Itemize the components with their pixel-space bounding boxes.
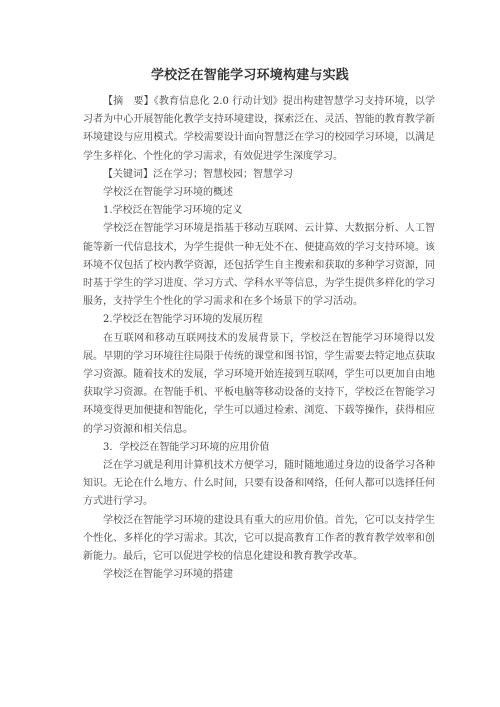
paragraph-value-1: 泛在学习就是利用计算机技术方便学习，随时随地通过身边的设备学习各种知识。无论在什么地方、什么时间，只要有设备和网络，任何人都可以选择任何方式进行学习。	[83, 460, 435, 508]
document-body	[83, 93, 435, 584]
document-title: 学校泛在智能学习环境构建与实践	[150, 68, 349, 83]
subheading-history: 2.学校泛在智能学习环境的发展历程	[103, 314, 263, 326]
subheading-value: 3．学校泛在智能学习环境的应用价值	[103, 441, 270, 453]
keywords-paragraph: 【关键词】泛在学习；智慧校园；智慧学习	[103, 168, 293, 180]
subheading-definition: 1.学校泛在智能学习环境的定义	[103, 205, 243, 217]
paragraph-history: 在互联网和移动互联网技术的发展背景下，学校泛在智能学习环境得以发展。早期的学习环境往往局限于传统的课堂和图书馆，学生需要去特定地点获取学习资源。随着技术的发展，学习环境开始连接到互联网，学生可以更加自由地获取学习资源。在智能手机、平板电脑等移动设备的支持下，学校泛在智能学习环境变得更加便捷和智能化，学生可以通过检索、浏览、下载等操作，获得相应的学习资源和相关信息。	[83, 332, 435, 435]
section-heading-construction: 学校泛在智能学习环境的搭建	[103, 569, 233, 581]
paragraph-value-2: 学校泛在智能学习环境的建设具有重大的应用价值。首先，它可以支持学生个性化、多样化的学习需求。其次，它可以提高教育工作者的教育教学效率和创新能力。最后，它可以促进学校的信息化建设和教育教学改革。	[83, 514, 435, 563]
abstract-paragraph: 【摘 要】《教育信息化 2.0 行动计划》提出构建智慧学习支持环境，以学习者为中心开展智能化教学支持环境建设，探索泛在、灵活、智能的教育教学新环境建设与应用模式。学校需要设计面向智慧泛在学习的校园学习环境，以满足学生多样化、个性化的学习需求，有效促进学生深度学习。	[83, 96, 435, 162]
paragraph-definition: 学校泛在智能学习环境是指基于移动互联网、云计算、大数据分析、人工智能等新一代信息技术，为学生提供一种无处不在、便捷高效的学习支持环境。该环境不仅包括了校内教学资源，还包括学生自主搜索和获取的多种学习资源，同时基于学生的学习进度、学习方式、学科水平等信息，为学生提供多样化的学习服务，支持学生个性化的学习需求和在多个场景下的学习活动。	[83, 223, 435, 308]
section-heading-overview: 学校泛在智能学习环境的概述	[103, 187, 233, 199]
